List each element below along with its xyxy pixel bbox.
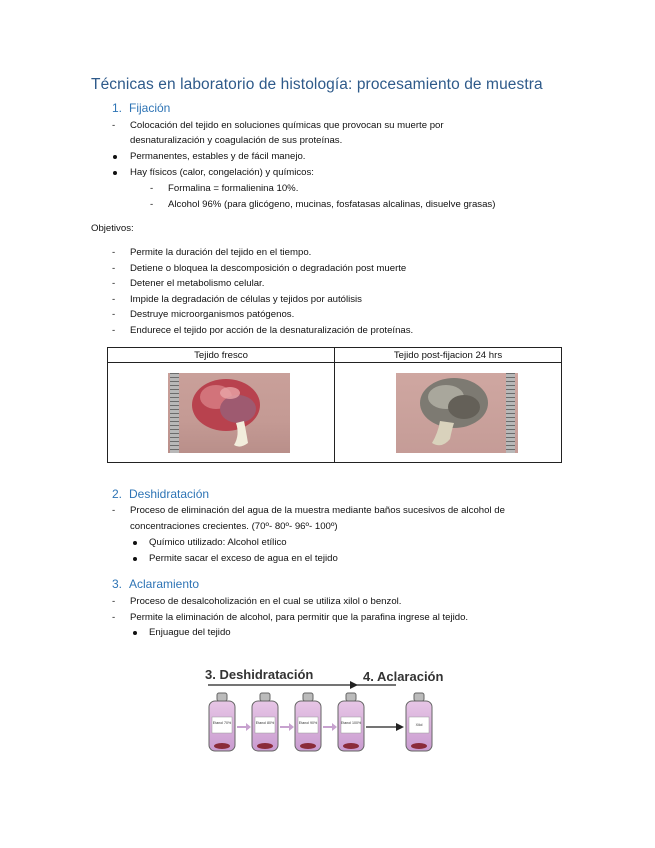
- fixed-tissue-photo: [396, 373, 518, 453]
- dash-marker: -: [112, 278, 116, 289]
- dash-marker: -: [112, 263, 116, 274]
- heading-aclaramiento-number: 3.: [112, 577, 123, 591]
- bullet-marker: [133, 541, 137, 545]
- heading-deshidratacion-text: Deshidratación: [129, 487, 210, 501]
- dash-marker: -: [112, 309, 116, 320]
- bottle-1-label: Etanol 70%: [212, 721, 232, 725]
- objetivo-item-1: Permite la duración del tejido en el tiempo.: [130, 247, 312, 258]
- tissue-comparison-table: [107, 347, 562, 463]
- bottle-5: [406, 693, 432, 751]
- fijacion-item-3: Hay físicos (calor, congelación) y químicos:: [130, 167, 314, 178]
- diagram-label-deshidratacion: 3. Deshidratación: [205, 667, 314, 682]
- aclaramiento-item-1: Proceso de desalcoholización en el cual se utiliza xilol o benzol.: [130, 596, 402, 607]
- bullet-marker: [113, 171, 117, 175]
- bullet-marker: [133, 631, 137, 635]
- dash-marker: -: [112, 294, 116, 305]
- dash-marker: -: [112, 120, 116, 131]
- bottle-1: [209, 693, 235, 751]
- deshidratacion-subitem-1: Químico utilizado: Alcohol etílico: [149, 537, 287, 548]
- aclaramiento-subitem-1: Enjuague del tejido: [149, 627, 231, 638]
- fresh-tissue-photo: [168, 373, 290, 453]
- dash-marker: -: [112, 612, 116, 623]
- fijacion-item-1-cont: desnaturalización y coagulación de sus proteínas.: [130, 135, 343, 146]
- bottle-2-label: Etanol 80%: [255, 721, 275, 725]
- fijacion-subitem-1: Formalina = formalienina 10%.: [168, 183, 299, 194]
- dash-marker: -: [112, 325, 116, 336]
- heading-fijacion: [112, 101, 170, 115]
- objetivo-item-4: Impide la degradación de células y tejidos por autólisis: [130, 294, 362, 305]
- bottle-5-label: Xilol: [415, 723, 423, 727]
- process-diagram: [200, 659, 450, 769]
- process-diagram-graphic: [200, 659, 450, 769]
- dash-marker: -: [150, 199, 154, 210]
- objetivo-item-3: Detener el metabolismo celular.: [130, 278, 265, 289]
- table-cell-fresh: [108, 363, 335, 463]
- table-cell-fixed: [335, 363, 562, 463]
- objetivo-item-5: Destruye microorganismos patógenos.: [130, 309, 295, 320]
- heading-deshidratacion: [112, 487, 209, 501]
- heading-aclaramiento: [112, 577, 199, 591]
- table-header-fixed: Tejido post-fijacion 24 hrs: [335, 348, 562, 363]
- fixed-tissue-graphic: [396, 373, 518, 453]
- bullet-marker: [133, 557, 137, 561]
- heading-deshidratacion-number: 2.: [112, 487, 123, 501]
- aclaramiento-item-2: Permite la eliminación de alcohol, para permitir que la parafina ingrese al tejido.: [130, 612, 469, 623]
- deshidratacion-item-1: Proceso de eliminación del agua de la muestra mediante baños sucesivos de alcohol de: [130, 505, 505, 516]
- fijacion-subitem-2: Alcohol 96% (para glicógeno, mucinas, fosfatasas alcalinas, disuelve grasas): [168, 199, 496, 210]
- dash-marker: -: [112, 505, 116, 516]
- deshidratacion-subitem-2: Permite sacar el exceso de agua en el tejido: [149, 553, 338, 564]
- fijacion-item-2: Permanentes, estables y de fácil manejo.: [130, 151, 306, 162]
- heading-fijacion-text: Fijación: [129, 101, 171, 115]
- heading-fijacion-number: 1.: [112, 101, 123, 115]
- bottle-4-label: Etanol 100%: [340, 721, 362, 725]
- bottle-4: [338, 693, 364, 751]
- deshidratacion-item-1-cont: concentraciones crecientes. (70º- 80º- 96º- 100º): [130, 521, 338, 532]
- bottle-3-label: Etanol 90%: [298, 721, 318, 725]
- dash-marker: -: [112, 596, 116, 607]
- objetivos-label: Objetivos:: [91, 223, 134, 234]
- fijacion-item-1: Colocación del tejido en soluciones químicas que provocan su muerte por: [130, 120, 444, 131]
- table-header-fresh: Tejido fresco: [108, 348, 335, 363]
- document-title: Técnicas en laboratorio de histología: procesamiento de muestra: [91, 76, 543, 93]
- diagram-label-aclaracion: 4. Aclaración: [363, 669, 444, 684]
- fresh-tissue-graphic: [168, 373, 290, 453]
- objetivo-item-6: Endurece el tejido por acción de la desnaturalización de proteínas.: [130, 325, 414, 336]
- dash-marker: -: [150, 183, 154, 194]
- dash-marker: -: [112, 247, 116, 258]
- objetivo-item-2: Detiene o bloquea la descomposición o degradación post muerte: [130, 263, 407, 274]
- bullet-marker: [113, 155, 117, 159]
- bottle-3: [295, 693, 321, 751]
- bottle-2: [252, 693, 278, 751]
- heading-aclaramiento-text: Aclaramiento: [129, 577, 200, 591]
